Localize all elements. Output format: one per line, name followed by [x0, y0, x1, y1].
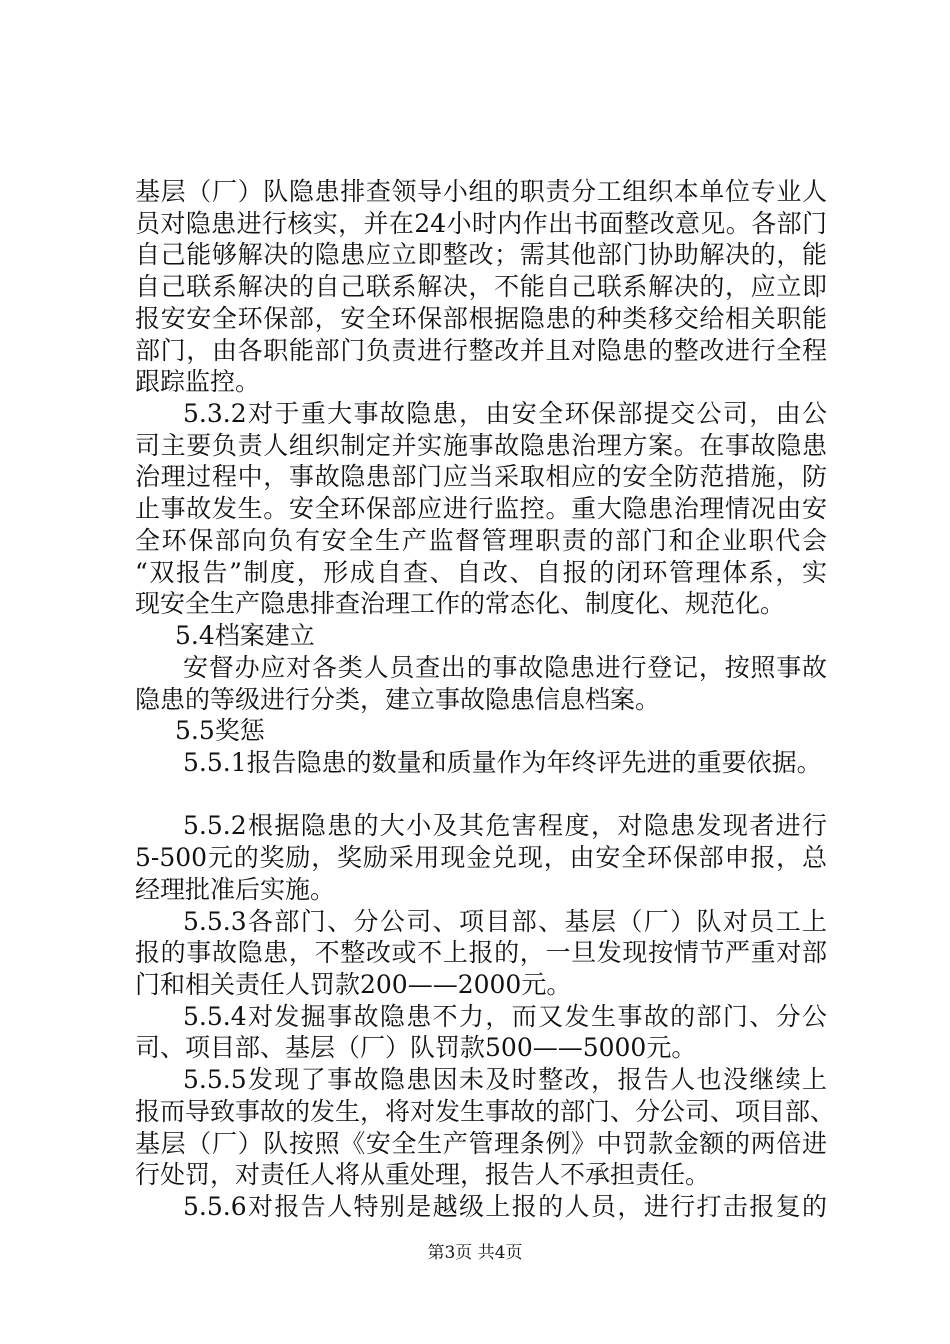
- text-line: 报的事故隐患，不整改或不上报的，一旦发现按情节严重对部: [135, 938, 827, 968]
- text-line: 5-500元的奖励，奖励采用现金兑现，由安全环保部申报，总: [135, 843, 827, 873]
- text-line: 行处罚，对责任人将从重处理，报告人不承担责任。: [135, 1160, 711, 1190]
- text-line: 5.5.3各部门、分公司、项目部、基层（厂）队对员工上: [183, 906, 827, 936]
- text-line: 全环保部向负有安全生产监督管理职责的部门和企业职代会: [135, 525, 827, 555]
- text-line: 经理批准后实施。: [135, 874, 336, 904]
- text-line: 5.5.2根据隐患的大小及其危害程度，对隐患发现者进行: [183, 811, 827, 841]
- section-heading: 5.4档案建立: [175, 621, 315, 651]
- text-line: 报安安全环保部，安全环保部根据隐患的种类移交给相关职能: [135, 303, 827, 333]
- text-line: 基层（厂）队隐患排查领导小组的职责分工组织本单位专业人: [135, 177, 827, 206]
- text-line: 5.5.5发现了事故隐患因未及时整改，报告人也没继续上: [183, 1065, 827, 1095]
- text-line: 5.5.4对发掘事故隐患不力，而又发生事故的部门、分公: [183, 1001, 827, 1031]
- text-line: 报而导致事故的发生，将对发生事故的部门、分公司、项目部、: [135, 1096, 836, 1126]
- text-line: 隐患的等级进行分类，建立事故隐患信息档案。: [135, 684, 661, 714]
- text-line: 5.5.6对报告人特别是越级上报的人员，进行打击报复的: [183, 1192, 827, 1221]
- text-line: 止事故发生。安全环保部应进行监控。重大隐患治理情况由安: [135, 494, 827, 524]
- text-line: 跟踪监控。: [135, 367, 261, 397]
- text-line: “双报告”制度，形成自查、自改、自报的闭环管理体系，实: [135, 557, 827, 587]
- page-footer: 第3页 共4页: [427, 1243, 523, 1263]
- text-line: 5.3.2对于重大事故隐患，由安全环保部提交公司，由公: [183, 399, 827, 429]
- text-line: 部门，由各职能部门负责进行整改并且对隐患的整改进行全程: [135, 335, 827, 365]
- text-line: 司主要负责人组织制定并实施事故隐患治理方案。在事故隐患: [135, 430, 827, 460]
- text-line: 自己联系解决的自己联系解决，不能自己联系解决的，应立即: [135, 272, 827, 302]
- text-line: 基层（厂）队按照《安全生产管理条例》中罚款金额的两倍进: [135, 1128, 827, 1158]
- text-line: 员对隐患进行核实，并在24小时内作出书面整改意见。各部门: [135, 208, 827, 238]
- text-line: 治理过程中，事故隐患部门应当采取相应的安全防范措施，防: [135, 462, 827, 492]
- text-line: 现安全生产隐患排查治理工作的常态化、制度化、规范化。: [135, 589, 786, 619]
- text-line: 门和相关责任人罚款200——2000元。: [135, 969, 572, 999]
- text-line: 司、项目部、基层（厂）队罚款500——5000元。: [135, 1033, 697, 1063]
- text-line: 安督办应对各类人员查出的事故隐患进行登记，按照事故: [183, 652, 827, 682]
- section-heading: 5.5奖惩: [175, 716, 265, 746]
- text-line: 5.5.1报告隐患的数量和质量作为年终评先进的重要依据。: [183, 747, 822, 777]
- text-line: 自己能够解决的隐患应立即整改；需其他部门协助解决的，能: [135, 240, 827, 270]
